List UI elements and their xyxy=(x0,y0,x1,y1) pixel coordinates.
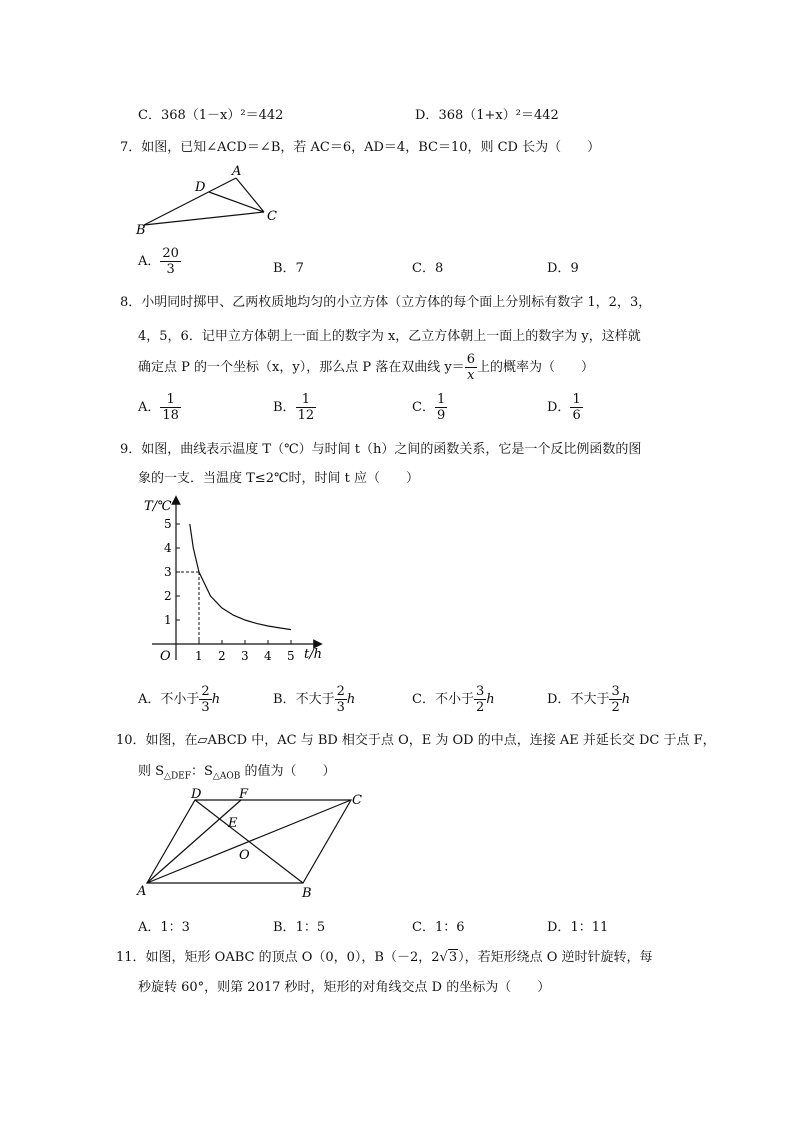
text: 上的概率为（ ） xyxy=(476,360,594,375)
question-number: 8． xyxy=(120,295,142,310)
option-label: A． xyxy=(138,692,161,707)
q9-option-b xyxy=(273,684,355,715)
option-label: C． xyxy=(412,400,435,415)
question-text: 如图，在▱ABCD 中，AC 与 BD 相交于点 O，E 为 OD 的中点，连接 AE 并延长交 DC 于点 F， xyxy=(145,733,716,748)
fraction xyxy=(570,392,582,423)
x-tick-label: 2 xyxy=(218,649,226,663)
q10-option-a xyxy=(138,916,190,935)
label-e: E xyxy=(228,816,238,831)
fraction xyxy=(609,684,621,715)
question-text: 如图，曲线表示温度 T（℃）与时间 t（h）之间的函数关系，它是一个反比例函数的图 xyxy=(141,442,642,457)
x-tick-label: 3 xyxy=(241,649,249,663)
q10-option-d xyxy=(547,916,608,935)
fraction xyxy=(296,392,317,423)
denominator: 18 xyxy=(162,408,179,423)
denominator: 6 xyxy=(572,408,581,423)
y-tick-label: 2 xyxy=(164,589,172,603)
option-label: B． xyxy=(273,261,296,276)
q10-option-b xyxy=(273,916,325,935)
q9-option-d xyxy=(547,684,630,715)
option-label: C． xyxy=(138,108,161,123)
origin-label: O xyxy=(160,649,171,664)
fraction xyxy=(160,392,181,423)
option-prefix: 不小于 xyxy=(434,692,474,707)
label-f: F xyxy=(239,787,249,802)
option-label: C． xyxy=(412,692,435,707)
option-text: 7 xyxy=(295,261,304,276)
denominator: 2 xyxy=(611,700,620,715)
q9-option-c xyxy=(412,684,495,715)
numerator: 1 xyxy=(296,392,317,408)
option-label: A． xyxy=(138,400,161,415)
option-label: B． xyxy=(273,920,296,935)
q7-option-a xyxy=(138,246,181,277)
x-tick-label: 5 xyxy=(287,649,295,663)
label-d: D xyxy=(195,180,206,195)
question-number: 10． xyxy=(116,733,146,748)
option-label: C． xyxy=(412,261,435,276)
q9-option-a xyxy=(138,684,220,715)
q8-line-3 xyxy=(138,352,594,383)
numerator: 20 xyxy=(162,246,179,261)
label-a: A xyxy=(137,884,147,899)
label-b: B xyxy=(136,223,146,238)
text: 则 S xyxy=(138,764,165,779)
fraction xyxy=(474,684,486,715)
text: 的值为（ ） xyxy=(240,764,336,779)
fraction xyxy=(199,684,211,715)
y-tick-label: 5 xyxy=(164,517,172,531)
fraction xyxy=(465,352,477,383)
option-text: 368（1－x）²＝442 xyxy=(160,108,284,123)
inverse-curve xyxy=(190,524,291,630)
question-number: 9． xyxy=(120,442,142,457)
q9-line-2: 象的一支．当温度 T≤2℃时，时间 t 应（ ） xyxy=(138,471,419,486)
label-c: C xyxy=(352,793,362,808)
q7-option-b xyxy=(273,257,304,276)
q10-option-c xyxy=(412,916,465,935)
numerator: 6 xyxy=(466,352,475,367)
option-text: 1：3 xyxy=(160,920,190,935)
subscript: △DEF xyxy=(164,771,191,782)
label-b: B xyxy=(302,886,312,901)
fraction xyxy=(335,684,347,715)
option-label: D． xyxy=(547,400,571,415)
option-text: 8 xyxy=(434,261,444,276)
numerator: 1 xyxy=(436,392,446,407)
text: 确定点 P 的一个坐标（x，y），那么点 P 落在双曲线 y＝ xyxy=(138,360,465,375)
q8-line-1 xyxy=(120,291,651,310)
option-label: D． xyxy=(415,108,439,123)
unit: h xyxy=(346,692,356,707)
label-o: O xyxy=(239,848,250,863)
q9-line-1 xyxy=(120,438,641,457)
numerator: 3 xyxy=(475,684,485,699)
option-prefix: 不大于 xyxy=(295,692,335,707)
question-text: ），若矩形绕点 O 逆时针旋转，每 xyxy=(458,950,653,965)
q8-option-a xyxy=(138,392,181,423)
q9-temperature-chart xyxy=(140,490,340,670)
q7-option-c xyxy=(412,257,443,276)
q11-line-2: 秒旋转 60°，则第 2017 秒时，矩形的对角线交点 D 的坐标为（ ） xyxy=(138,980,551,995)
option-label: A． xyxy=(138,254,161,269)
unit: h xyxy=(621,692,631,707)
x-tick-label: 4 xyxy=(264,649,272,663)
q7-option-d xyxy=(547,257,579,276)
question-text: 小明同时掷甲、乙两枚质地均匀的小立方体（立方体的每个面上分别标有数字 1，2，3， xyxy=(141,295,652,310)
fraction xyxy=(160,246,181,277)
numerator: 3 xyxy=(611,684,620,699)
q7-stem xyxy=(120,136,600,155)
question-text: 如图，矩形 OABC 的顶点 O（0，0），B（－2，2 xyxy=(145,950,440,965)
x-tick-label: 1 xyxy=(195,649,203,663)
denominator: 3 xyxy=(166,262,175,277)
question-number: 7． xyxy=(120,140,142,155)
denominator: x xyxy=(467,368,475,383)
q8-option-c xyxy=(412,392,447,423)
option-label: D． xyxy=(547,261,571,276)
numerator: 1 xyxy=(572,392,581,407)
q10-line-2 xyxy=(138,760,335,782)
label-d: D xyxy=(191,787,202,802)
sqrt-value: 3 xyxy=(448,950,458,965)
option-label: B． xyxy=(273,400,296,415)
q6-option-d xyxy=(415,104,559,123)
option-label: D． xyxy=(547,692,571,707)
q7-triangle-figure xyxy=(130,160,290,240)
q10-parallelogram-figure xyxy=(135,785,375,905)
option-prefix: 不小于 xyxy=(160,692,200,707)
option-text: 1：5 xyxy=(295,920,326,935)
q6-option-c xyxy=(138,104,283,123)
subscript: △AOB xyxy=(212,771,241,782)
unit: h xyxy=(211,692,221,707)
label-c: C xyxy=(267,209,277,224)
y-tick-label: 1 xyxy=(164,613,172,627)
denominator: 2 xyxy=(475,700,485,715)
unit: h xyxy=(486,692,495,707)
y-axis-label: T/℃ xyxy=(144,499,172,514)
q8-option-b xyxy=(273,392,316,423)
y-tick-label: 4 xyxy=(164,541,172,555)
denominator: 3 xyxy=(336,700,345,715)
numerator: 1 xyxy=(160,392,181,408)
option-text: 1：6 xyxy=(434,920,465,935)
denominator: 9 xyxy=(436,408,446,423)
option-text: 1：11 xyxy=(570,920,609,935)
fraction xyxy=(435,392,447,423)
q8-line-2: 4，5，6．记甲立方体朝上一面上的数字为 x，乙立方体朝上一面上的数字为 y，这样就 xyxy=(138,329,641,344)
numerator: 2 xyxy=(201,684,210,699)
option-label: A． xyxy=(138,920,161,935)
text: ：S xyxy=(191,764,213,779)
y-tick-label: 3 xyxy=(164,565,172,579)
q11-line-1: 11．如图，矩形 OABC 的顶点 O（0，0），B（－2，2√3），若矩形绕点 O 逆时针旋转，每 xyxy=(116,950,653,965)
q10-line-1 xyxy=(116,729,716,748)
denominator: 3 xyxy=(201,700,210,715)
option-label: D． xyxy=(547,920,571,935)
option-label: B． xyxy=(273,692,296,707)
option-prefix: 不大于 xyxy=(570,692,610,707)
q8-option-d xyxy=(547,392,583,423)
question-text: 如图，已知∠ACD＝∠B，若 AC＝6，AD＝4，BC＝10，则 CD 长为（ ） xyxy=(141,140,601,155)
question-number: 11． xyxy=(116,950,146,965)
x-axis-label: t/h xyxy=(304,647,322,662)
option-label: C． xyxy=(412,920,435,935)
label-a: A xyxy=(232,164,242,179)
option-text: 368（1+x）²＝442 xyxy=(438,108,559,123)
denominator: 12 xyxy=(297,408,315,423)
option-text: 9 xyxy=(570,261,579,276)
numerator: 2 xyxy=(336,684,345,699)
